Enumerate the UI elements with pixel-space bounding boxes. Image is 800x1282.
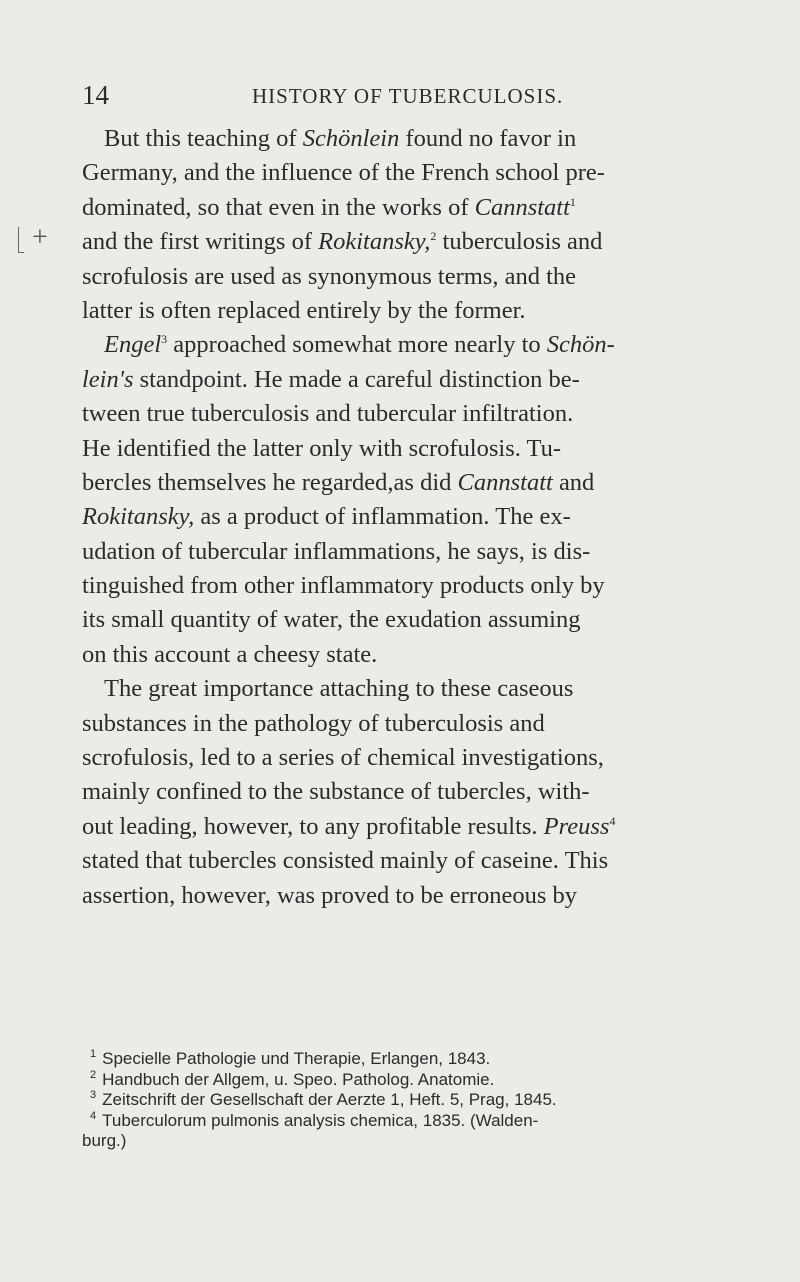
footnote: $^2$ Handbuch der Allgem, u. Speo. Patholog. Anatomie. bbox=[90, 1068, 495, 1089]
page-number: 14 bbox=[82, 80, 109, 110]
text-line: its small quantity of water, the exudation assuming bbox=[82, 606, 581, 634]
text-line: udation of tubercular inflammations, he says, is dis- bbox=[82, 537, 591, 565]
footnotes bbox=[82, 1049, 722, 1152]
text-line: stated that tubercles consisted mainly of caseine. This bbox=[82, 847, 609, 875]
margin-cross-mark: + bbox=[32, 222, 48, 253]
text-line: scrofulosis are used as synonymous terms, and the bbox=[82, 262, 576, 290]
margin-bracket-line bbox=[18, 227, 19, 253]
text-line: Rokitansky, as a product of inflammation. The ex- bbox=[82, 503, 571, 531]
running-title: HISTORY OF TUBERCULOSIS. bbox=[252, 84, 564, 108]
text-line: He identified the latter only with scrofulosis. Tu- bbox=[82, 434, 562, 462]
text-line: and the first writings of Rokitansky,$^2$ tuberculosis and bbox=[82, 228, 603, 256]
text-line: scrofulosis, led to a series of chemical investigations, bbox=[82, 744, 604, 772]
footnote-continuation: burg.) bbox=[82, 1131, 127, 1150]
text-line: tween true tuberculosis and tubercular infiltration. bbox=[82, 400, 574, 428]
margin-mark bbox=[18, 222, 58, 255]
body-text bbox=[82, 122, 722, 913]
text-line: mainly confined to the substance of tubercles, with- bbox=[82, 778, 590, 806]
footnote: $^3$ Zeitschrift der Gesellschaft der Aerzte 1, Heft. 5, Prag, 1845. bbox=[90, 1089, 557, 1109]
text-line: dominated, so that even in the works of Cannstatt$^1$ bbox=[82, 193, 576, 221]
text-line: tinguished from other inflammatory products only by bbox=[82, 572, 605, 600]
text-line: The great importance attaching to these caseous bbox=[104, 675, 574, 703]
text-line: lein's standpoint. He made a careful distinction be- bbox=[82, 365, 580, 393]
text-line: latter is often replaced entirely by the former. bbox=[82, 296, 526, 324]
page-header bbox=[82, 80, 722, 114]
text-line: bercles themselves he regarded,as did Cannstatt and bbox=[82, 468, 595, 496]
footnote: $^1$ Specielle Pathologie und Therapie, Erlangen, 1843. bbox=[90, 1048, 491, 1068]
text-line: But this teaching of Schönlein found no favor in bbox=[104, 125, 577, 152]
text-line: out leading, however, to any profitable results. Preuss$^4$ bbox=[82, 812, 616, 840]
text-line: Engel$^3$ approached somewhat more nearly to Schön- bbox=[104, 331, 615, 359]
text-line: on this account a cheesy state. bbox=[82, 640, 378, 668]
text-line: substances in the pathology of tuberculosis and bbox=[82, 709, 545, 737]
text-line: assertion, however, was proved to be erroneous by bbox=[82, 881, 578, 909]
text-line: Germany, and the influence of the French school pre- bbox=[82, 159, 605, 187]
footnote: $^4$ Tuberculorum pulmonis analysis chemica, 1835. (Walden- bbox=[90, 1109, 539, 1130]
margin-bracket-foot bbox=[18, 252, 24, 253]
